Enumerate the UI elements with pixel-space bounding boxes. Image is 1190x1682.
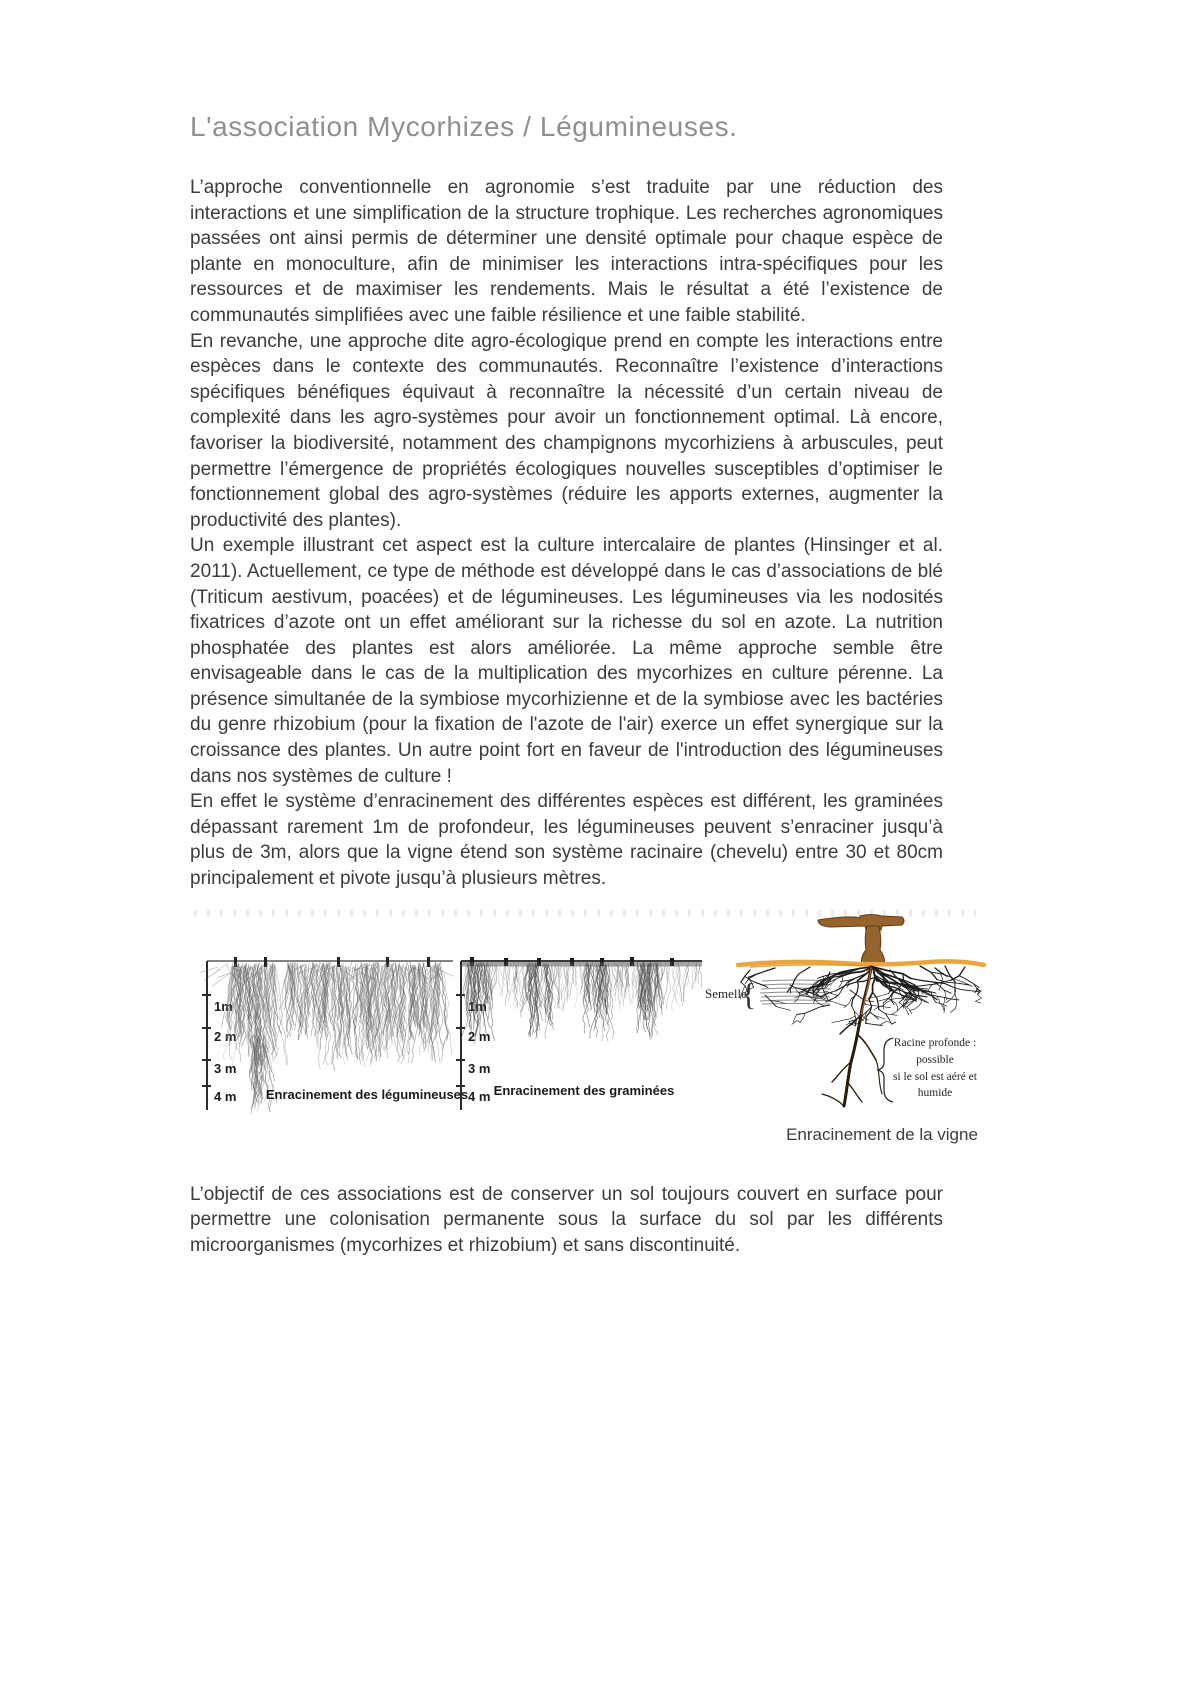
deep-root-note-line-1: Racine profonde : xyxy=(893,1036,977,1049)
deep-root-note-line-4: humide xyxy=(917,1086,953,1099)
grasses-root-texture xyxy=(461,962,702,1044)
grasses-tick-4m: 4 m xyxy=(468,1088,491,1104)
vine-diagram xyxy=(705,914,984,1144)
semelle-brace: { xyxy=(741,975,757,1012)
legumes-tick-3m: 3 m xyxy=(214,1060,237,1076)
grasses-tick-3m: 3 m xyxy=(468,1060,491,1076)
paragraph-2: En revanche, une approche dite agro-écologique prend en compte les interactions entre espèces dans le contexte des communautés. Reconnaître l’existence d’interactions spécifiques bénéfiques équivaut à reconnaître la nécessité d’un certain niveau de complexité dans les agro-systèmes pour avoir un fonctionnement optimal. Là encore, favoriser la biodiversité, notamment des champignons mycorhiziens à arbuscules, peut permettre l’émergence de propriétés écologiques nouvelles susceptibles d’optimiser le fonctionnement global des agro-systèmes (réduire les apports externes, augmenter la productivité des plantes). xyxy=(190,330,943,531)
deep-root-note-line-2: possible xyxy=(916,1053,954,1066)
grasses-dense-band xyxy=(462,961,702,966)
grasses-tick-1m: 1m xyxy=(468,998,487,1014)
legumes-tick-4m: 4 m xyxy=(214,1088,237,1104)
legumes-tick-2m: 2 m xyxy=(214,1028,237,1044)
semelle-label: Semelle xyxy=(705,985,747,1001)
legumes-tick-1m: 1m xyxy=(214,998,233,1014)
paragraph-3: Un exemple illustrant cet aspect est la culture intercalaire de plantes (Hinsinger et al. 2011). Actuellement, ce type de méthode est développé dans le cas d’associations de blé (Triticum aestivum, poacées) et de légumineuses. Les légumineuses via les nodosités fixatrices d’azote ont un effet améliorant sur la richesse du sol en azote. La nutrition phosphatée des plantes est alors améliorée. La même approche semble être envisageable dans le cas de la multiplication des mycorhizes en culture pérenne. La présence simultanée de la symbiose mycorhizienne et de la symbiose avec les bactéries du genre rhizobium (pour la fixation de l'azote de l'air) exerce un effet synergique sur la croissance des plantes. Un autre point fort en faveur de l'introduction des légumineuses dans nos systèmes de culture ! xyxy=(190,535,943,787)
paragraph-4: En effet le système d’enracinement des différentes espèces est différent, les graminées dépassant rarement 1m de profondeur, les légumineuses peuvent s’enraciner jusqu’à plus de 3m, alors que la vigne étend son système racinaire (chevelu) entre 30 et 80cm principalement et pivote jusqu’à plusieurs mètres. xyxy=(190,791,943,890)
root-systems-figure xyxy=(190,910,990,1152)
vine-caption: Enracinement de la vigne xyxy=(786,1124,978,1144)
root-systems-diagram xyxy=(190,910,990,1152)
grasses-diagram xyxy=(456,957,702,1110)
grasses-caption: Enracinement des graminées xyxy=(493,1082,675,1098)
page-title: L'association Mycorhizes / Légumineuses. xyxy=(190,111,738,142)
document-page xyxy=(190,0,978,1258)
legumes-caption: Enracinement des légumineuses xyxy=(265,1086,469,1102)
vine-soil-line-edge xyxy=(750,964,873,966)
paragraph-1: L’approche conventionnelle en agronomie s’est traduite par une réduction des interactions et une simplification de la structure trophique. Les recherches agronomiques passées ont ainsi permis de déterminer une densité optimale pour chaque espèce de plante en monoculture, afin de minimiser les interactions intra-spécifiques pour les ressources et de maximiser les rendements. Mais le résultat a été l’existence de communautés simplifiées avec une faible résilience et une faible stabilité. xyxy=(190,177,943,326)
vine-trunk-arm xyxy=(818,914,904,930)
deep-root-note-line-3: si le sol est aéré et xyxy=(893,1070,977,1083)
grasses-tick-2m: 2 m xyxy=(468,1028,491,1044)
body-text xyxy=(190,175,943,892)
deep-root-bracket xyxy=(877,1038,893,1102)
deep-root-note xyxy=(893,1037,978,1099)
vine-trunk xyxy=(862,926,885,965)
vine-soil-line xyxy=(738,961,984,965)
legumes-diagram xyxy=(200,957,468,1115)
closing-paragraph: L’objectif de ces associations est de conserver un sol toujours couvert en surface pour permettre une colonisation permanente sous la surface du sol par les différents microorganismes (mycorhizes et rhizobium) et sans discontinuité. xyxy=(190,1183,943,1256)
